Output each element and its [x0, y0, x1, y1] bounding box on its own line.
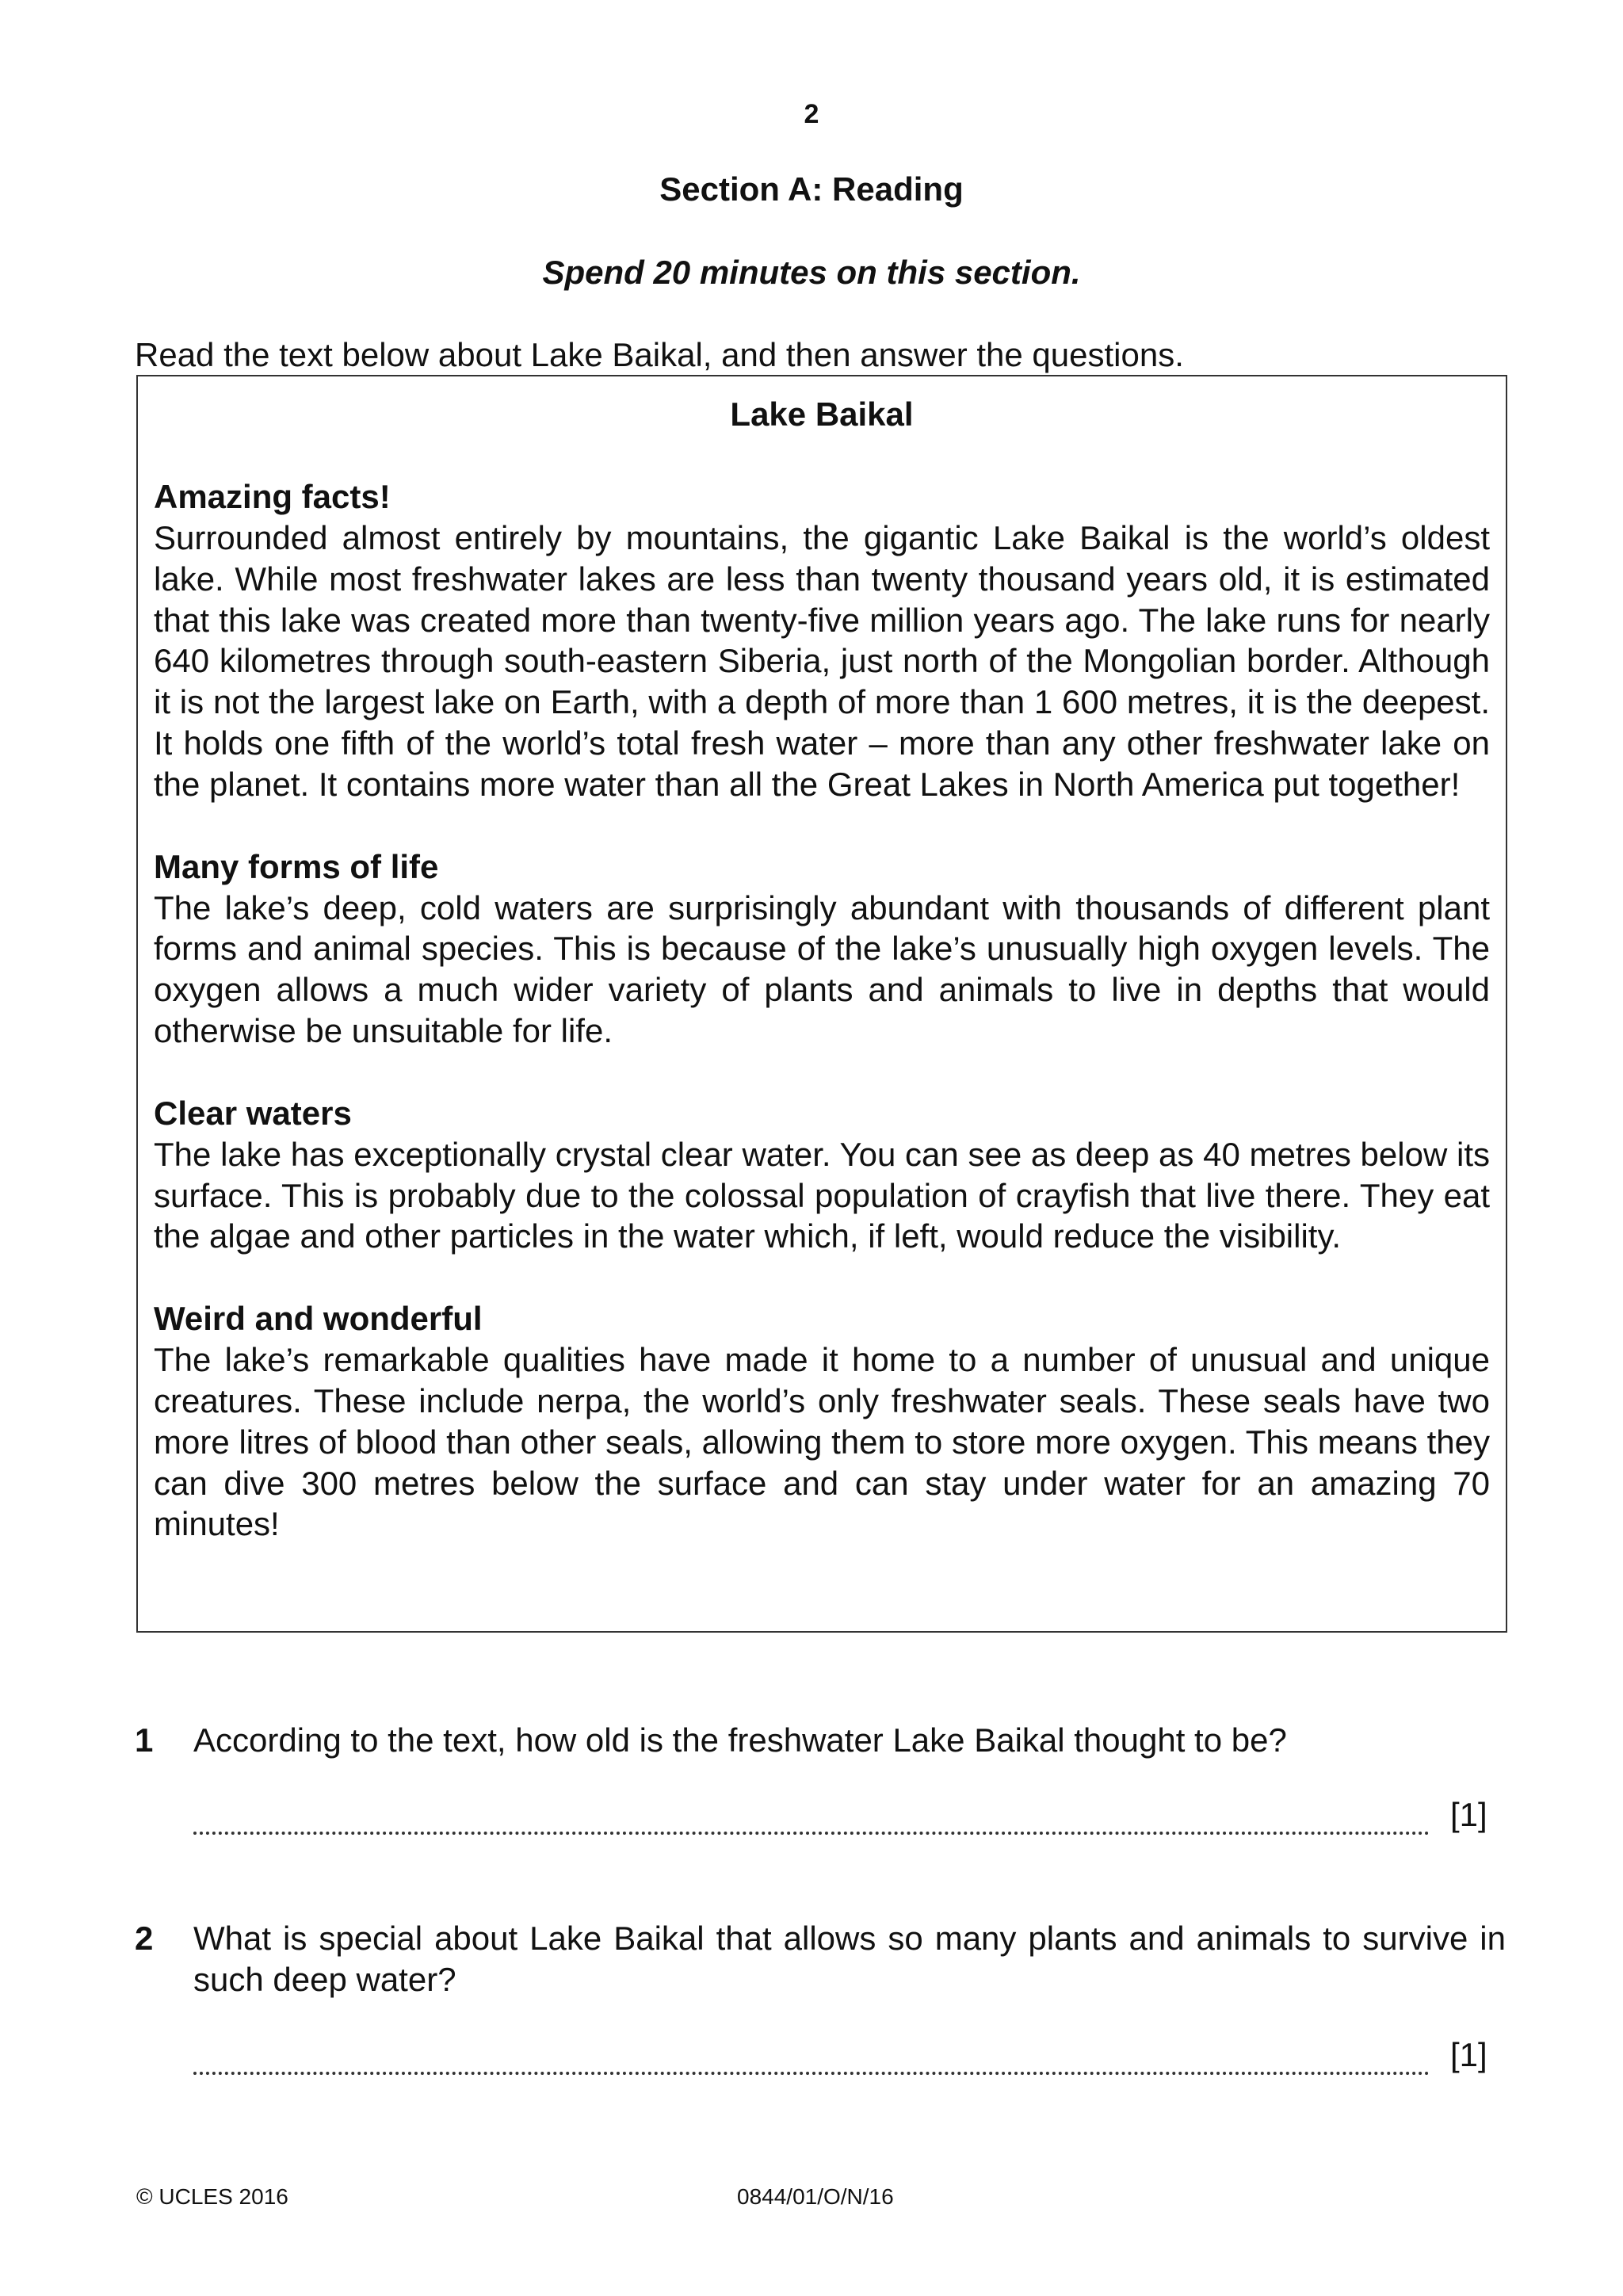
article-heading: Clear waters — [154, 1094, 352, 1132]
article-heading: Amazing facts! — [154, 478, 391, 515]
article-heading: Weird and wonderful — [154, 1300, 483, 1338]
article-section-weird-wonderful — [154, 1298, 1490, 1545]
question-text: What is special about Lake Baikal that allows so many plants and animals to survive in such deep water? — [193, 1920, 1506, 1998]
article-paragraph: The lake has exceptionally crystal clear water. You can see as deep as 40 metres below its surface. This is probably due to the colossal population of crayfish that live there. They eat the algae and other particles in the water which, if left, would reduce the visibility. — [154, 1135, 1490, 1255]
footer-copyright: © UCLES 2016 — [136, 2184, 288, 2209]
question-text: According to the text, how old is the freshwater Lake Baikal thought to be? — [193, 1721, 1287, 1759]
answer-line-1[interactable] — [193, 1832, 1430, 1835]
article-section-forms-of-life — [154, 846, 1490, 1052]
footer-paper-code: 0844/01/O/N/16 — [737, 2184, 894, 2209]
question-2 — [135, 1918, 1506, 2000]
article-paragraph: Surrounded almost entirely by mountains, the gigantic Lake Baikal is the world’s oldest lake. While most freshwater lakes are less than twenty thousand years old, it is estimated that this lake was created more than twenty-five million years ago. The lake runs for nearly 640 kilometres through south-eastern Siberia, just north of the Mongolian border. Although it is not the largest lake on Earth, with a depth of more than 1 600 metres, it is the deepest. It holds one fifth of the world’s total fresh water – more than any other freshwater lake on the planet. It contains more water than all the Great Lakes in North America put together! — [154, 519, 1490, 803]
question-number: 1 — [135, 1721, 154, 1759]
article-paragraph: The lake’s deep, cold waters are surprisingly abundant with thousands of different plant forms and animal species. This is because of the lake’s unusually high oxygen levels. The oxygen allows a much wider variety of plants and animals to live in depths that would otherwise be unsuitable for life. — [154, 888, 1490, 1049]
page-number: 2 — [804, 99, 819, 129]
article-section-clear-waters — [154, 1093, 1490, 1257]
question-1 — [135, 1720, 1506, 1761]
article-section-amazing-facts — [154, 476, 1490, 805]
article-heading: Many forms of life — [154, 847, 439, 885]
question-number: 2 — [135, 1920, 154, 1957]
intro-text: Read the text below about Lake Baikal, and then answer the questions. — [135, 336, 1184, 373]
article-box — [136, 375, 1507, 1633]
answer-line-2[interactable] — [193, 2072, 1430, 2075]
section-title: Section A: Reading — [659, 170, 964, 208]
marks-label: [1] — [1450, 2036, 1487, 2073]
article-paragraph: The lake’s remarkable qualities have made it home to a number of unusual and unique creatures. These include nerpa, the world’s only freshwater seals. These seals have two more litres of blood than other seals, allowing them to store more oxygen. This means they can dive 300 metres below the surface and can stay under water for an amazing 70 minutes! — [154, 1341, 1490, 1543]
article-title: Lake Baikal — [730, 395, 914, 433]
marks-label: [1] — [1450, 1796, 1487, 1833]
section-instruction: Spend 20 minutes on this section. — [542, 254, 1081, 291]
